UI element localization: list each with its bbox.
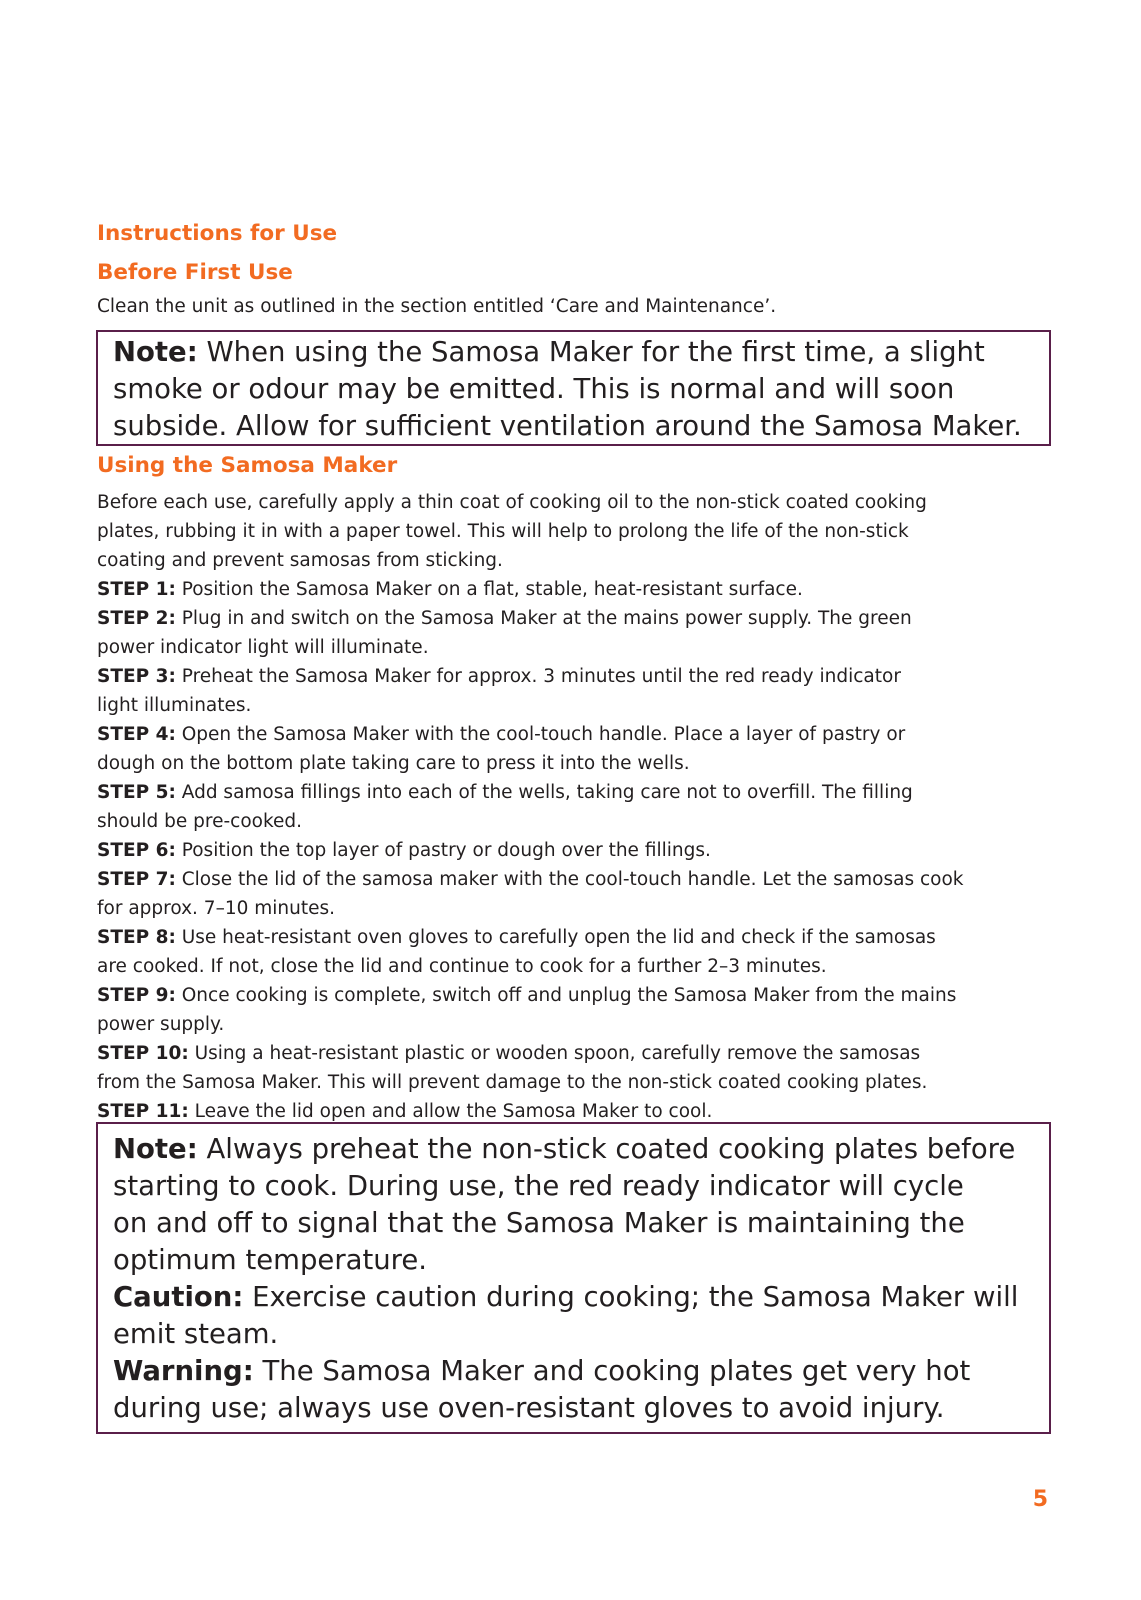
note-line: smoke or odour may be emitted. This is normal and will soon: [113, 373, 955, 405]
note-line: on and off to signal that the Samosa Maker is maintaining the: [113, 1207, 965, 1239]
step-4: STEP 4: Open the Samosa Maker with the cool-touch handle. Place a layer of pastry or: [97, 724, 906, 745]
step-label: STEP 6:: [97, 840, 176, 861]
caution-line: Caution: Exercise caution during cooking; the Samosa Maker will: [113, 1281, 1019, 1313]
first-use-note-box: [96, 330, 1051, 446]
step-9-continued: power supply.: [97, 1014, 225, 1035]
usage-instructions: [97, 488, 1117, 1126]
note-line: starting to cook. During use, the red ready indicator will cycle: [113, 1170, 964, 1202]
warning-line: Warning: The Samosa Maker and cooking plates get very hot: [113, 1355, 971, 1387]
intro-line: Before each use, carefully apply a thin coat of cooking oil to the non-stick coated cooking: [97, 492, 927, 513]
section-heading-instructions: Instructions for Use: [97, 221, 338, 246]
step-1: STEP 1: Position the Samosa Maker on a flat, stable, heat-resistant surface.: [97, 579, 803, 600]
caution-line: emit steam.: [113, 1318, 279, 1350]
step-8: STEP 8: Use heat-resistant oven gloves to carefully open the lid and check if the samosas: [97, 927, 936, 948]
intro-line: coating and prevent samosas from sticking.: [97, 550, 503, 571]
step-7: STEP 7: Close the lid of the samosa maker with the cool-touch handle. Let the samosas cook: [97, 869, 964, 890]
step-4-continued: dough on the bottom plate taking care to press it into the wells.: [97, 753, 690, 774]
step-label: STEP 5:: [97, 782, 176, 803]
step-10: STEP 10: Using a heat-resistant plastic or wooden spoon, carefully remove the samosas: [97, 1043, 921, 1064]
step-6: STEP 6: Position the top layer of pastry or dough over the fillings.: [97, 840, 711, 861]
step-5: STEP 5: Add samosa fillings into each of the wells, taking care not to overfill. The filling: [97, 782, 913, 803]
step-11: STEP 11: Leave the lid open and allow the Samosa Maker to cool.: [97, 1101, 713, 1122]
safety-note-box: [96, 1122, 1051, 1434]
step-label: STEP 11:: [97, 1101, 189, 1122]
clean-instructions-text: Clean the unit as outlined in the section entitled ‘Care and Maintenance’.: [97, 296, 777, 317]
step-label: STEP 3:: [97, 666, 176, 687]
step-9: STEP 9: Once cooking is complete, switch off and unplug the Samosa Maker from the mains: [97, 985, 957, 1006]
step-5-continued: should be pre-cooked.: [97, 811, 303, 832]
step-10-continued: from the Samosa Maker. This will prevent damage to the non-stick coated cooking plates.: [97, 1072, 928, 1093]
step-8-continued: are cooked. If not, close the lid and continue to cook for a further 2–3 minutes.: [97, 956, 827, 977]
section-heading-before-first-use: Before First Use: [97, 260, 293, 285]
note-label: Note:: [113, 336, 198, 368]
page-number: 5: [1032, 1487, 1048, 1512]
warning-label: Warning:: [113, 1355, 254, 1387]
step-3: STEP 3: Preheat the Samosa Maker for approx. 3 minutes until the red ready indicator: [97, 666, 901, 687]
step-label: STEP 8:: [97, 927, 176, 948]
note-line: Note: When using the Samosa Maker for the first time, a slight: [113, 336, 985, 368]
warning-line: during use; always use oven-resistant gloves to avoid injury.: [113, 1392, 945, 1424]
step-label: STEP 9:: [97, 985, 176, 1006]
step-label: STEP 10:: [97, 1043, 189, 1064]
step-label: STEP 1:: [97, 579, 176, 600]
note-line: subside. Allow for sufficient ventilation around the Samosa Maker.: [113, 410, 1022, 442]
step-label: STEP 2:: [97, 608, 176, 629]
step-2-continued: power indicator light will illuminate.: [97, 637, 429, 658]
step-label: STEP 7:: [97, 869, 176, 890]
note-line: Note: Always preheat the non-stick coated cooking plates before: [113, 1133, 1016, 1165]
step-2: STEP 2: Plug in and switch on the Samosa Maker at the mains power supply. The green: [97, 608, 912, 629]
note-line: optimum temperature.: [113, 1244, 428, 1276]
step-3-continued: light illuminates.: [97, 695, 252, 716]
intro-line: plates, rubbing it in with a paper towel. This will help to prolong the life of the non-stick: [97, 521, 909, 542]
step-label: STEP 4:: [97, 724, 176, 745]
caution-label: Caution:: [113, 1281, 244, 1313]
step-7-continued: for approx. 7–10 minutes.: [97, 898, 336, 919]
note-label: Note:: [113, 1133, 198, 1165]
section-heading-using: Using the Samosa Maker: [97, 453, 398, 478]
